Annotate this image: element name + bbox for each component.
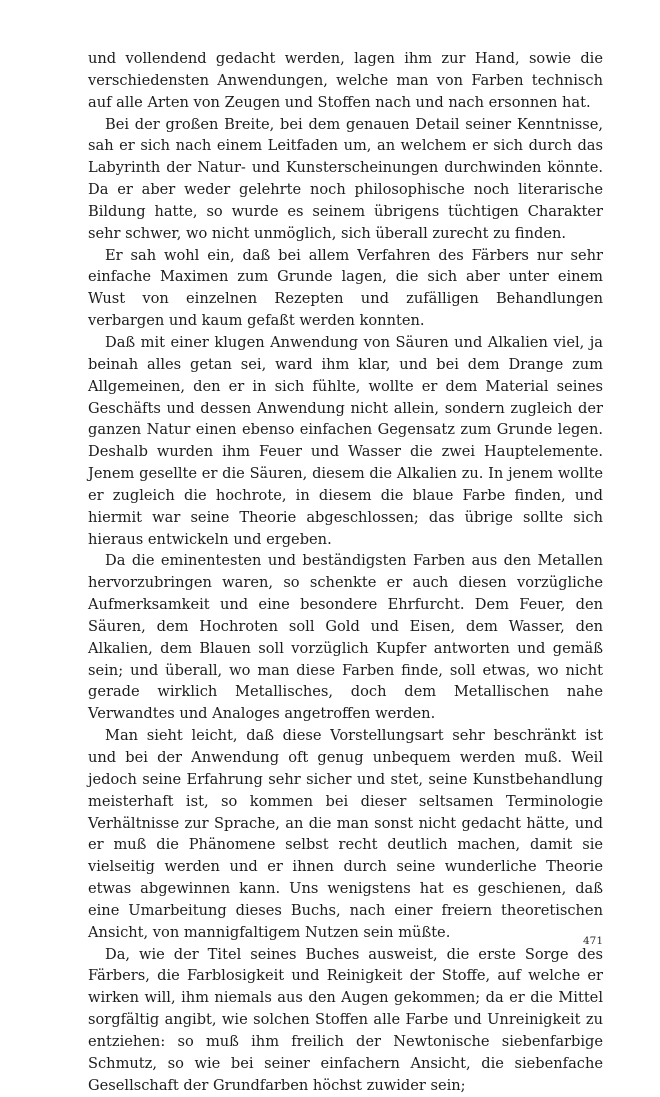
- page-number: 471: [582, 935, 603, 947]
- paragraph-2: Bei der großen Breite, bei dem genauen Detail seiner Kenntnisse, sah er sich nach einem Leitfaden um, an welchem er sich durch das Labyrinth der Natur- und Kunsterscheinungen durchwinden könnte. Da er aber weder gelehrte noch philosophische noch literarische Bildung hatte, so wurde es seinem übrigens tüchtigen Charakter sehr schwer, wo nicht unmöglich, sich überall zurecht zu finden.: [88, 115, 603, 242]
- paragraph-7: Da, wie der Titel seines Buches ausweist, die erste Sorge des Färbers, die Farblosigkeit und Reinigkeit der Stoffe, auf welche er wirken will, ihm niemals aus den Augen gekommen; da er die Mittel sorgfältig angibt, wie solchen Stoffen alle Farbe und Unreinigkeit zu entziehen: so muß ihm freilich der Newtonische siebenfarbige Schmutz, so wie bei seiner einfachern Ansicht, die siebenfache Gesellschaft der Grundfarben höchst zuwider sein;: [88, 945, 603, 1094]
- paragraph-3: Er sah wohl ein, daß bei allem Verfahren des Färbers nur sehr einfache Maximen zum Grunde lagen, die sich aber unter einem Wust von einzelnen Rezepten und zufälligen Behandlungen verbargen und kaum gefaßt werden konnten.: [88, 246, 603, 330]
- body-text: [88, 48, 603, 1097]
- paragraph-4: Daß mit einer klugen Anwendung von Säuren und Alkalien viel, ja beinah alles getan sei, ward ihm klar, und bei dem Drange zum Allgemeinen, den er in sich fühlte, wollte er dem Material seines Geschäfts und dessen Anwendung nicht allein, sondern zugleich der ganzen Natur einen ebenso einfachen Gegensatz zum Grunde legen. Deshalb wurden ihm Feuer und Wasser die zwei Hauptelemente. Jenem gesellte er die Säuren, diesem die Alkalien zu. In jenem wollte er zugleich die hochrote, in diesem die blaue Farbe finden, und hiermit war seine Theorie abgeschlossen; das übrige sollte sich hieraus entwickeln und ergeben.: [88, 333, 603, 548]
- paragraph-6: Man sieht leicht, daß diese Vorstellungsart sehr beschränkt ist und bei der Anwendung oft genug unbequem werden muß. Weil jedoch seine Erfahrung sehr sicher und stet, seine Kunstbehandlung meisterhaft ist, so kommen bei dieser seltsamen Terminologie Verhältnisse zur Sprache, an die man sonst nicht gedacht hätte, und er muß die Phänomene selbst recht deutlich machen, damit sie vielseitig werden und er ihnen durch seine wunderliche Theorie etwas abgewinnen kann. Uns wenigstens hat es geschienen, daß eine Umarbeitung dieses Buchs, nach einer freiern theoretischen Ansicht, von mannigfaltigem Nutzen sein müßte.: [88, 727, 603, 941]
- paragraph-1: und vollendend gedacht werden, lagen ihm zur Hand, sowie die verschiedensten Anwendungen, welche man von Farben technisch auf alle Arten von Zeugen und Stoffen nach und nach ersonnen hat.: [88, 50, 603, 111]
- paragraph-5: Da die eminentesten und beständigsten Farben aus den Metallen hervorzubringen waren, so schenkte er auch diesen vorzügliche Aufmerksamkeit und eine besondere Ehrfurcht. Dem Feuer, den Säuren, dem Hochroten soll Gold und Eisen, dem Wasser, den Alkalien, dem Blauen soll vorzüglich Kupfer antworten und gemäß sein; und überall, wo man diese Farben finde, soll etwas, wo nicht gerade wirklich Metallisches, doch dem Metallischen nahe Verwandtes und Analoges angetroffen werden.: [88, 552, 603, 723]
